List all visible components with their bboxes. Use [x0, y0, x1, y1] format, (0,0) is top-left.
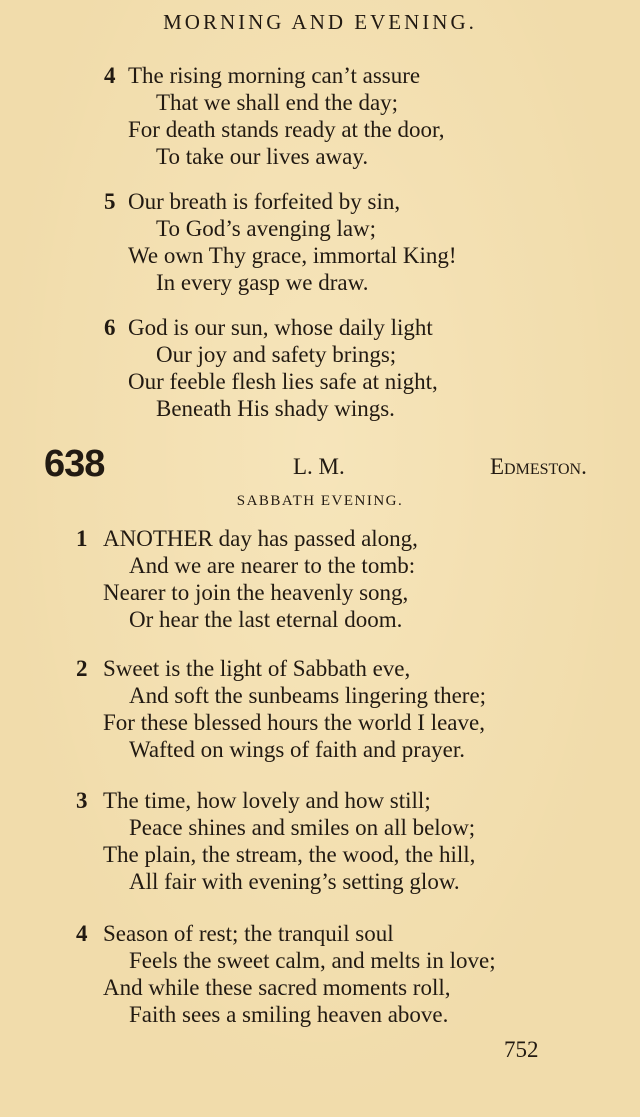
verse-line: And we are nearer to the tomb:	[129, 553, 416, 578]
stanza-number: 2	[76, 656, 88, 681]
verse-line: Or hear the last eternal doom.	[129, 607, 403, 632]
verse-line: Our joy and safety brings;	[156, 342, 397, 367]
verse-line: Peace shines and smiles on all below;	[129, 815, 476, 840]
verse-line: To take our lives away.	[156, 144, 369, 169]
verse-line: Wafted on wings of faith and prayer.	[129, 737, 466, 762]
stanza	[76, 655, 616, 763]
stanza	[104, 314, 604, 422]
stanza	[104, 62, 604, 170]
running-title: MORNING AND EVENING.	[163, 10, 477, 34]
verse-line: The time, how lovely and how still;	[103, 788, 431, 813]
verse-line: Season of rest; the tranquil soul	[103, 921, 394, 946]
stanza-number: 6	[104, 315, 116, 340]
verse-line: To God’s avenging law;	[156, 216, 377, 241]
page-number: 752	[504, 1037, 539, 1062]
tune-name: Edmeston.	[490, 454, 587, 479]
verse-line: We own Thy grace, immortal King!	[128, 243, 457, 268]
verse-line: Our breath is forfeited by sin,	[128, 189, 401, 214]
verse-line: The plain, the stream, the wood, the hill,	[103, 842, 476, 867]
verse-line: And while these sacred moments roll,	[103, 975, 451, 1000]
stanza-number: 5	[104, 189, 116, 214]
stanza-number: 1	[76, 526, 88, 551]
verse-line: All fair with evening’s setting glow.	[129, 869, 460, 894]
verse-line: Nearer to join the heavenly song,	[103, 580, 409, 605]
verse-line: Our feeble flesh lies safe at night,	[128, 369, 438, 394]
stanza	[76, 787, 616, 895]
verse-line: For death stands ready at the door,	[128, 117, 445, 142]
verse-line: For these blessed hours the world I leave,	[103, 710, 485, 735]
stanza	[76, 920, 616, 1028]
verse-line: In every gasp we draw.	[156, 270, 369, 295]
hymn-meter: L. M.	[293, 454, 345, 479]
verse-line: ANOTHER day has passed along,	[103, 526, 418, 551]
stanza	[104, 188, 604, 296]
hymn-title: SABBATH EVENING.	[236, 493, 404, 509]
verse-line: Faith sees a smiling heaven above.	[129, 1002, 449, 1027]
verse-line: The rising morning can’t assure	[128, 63, 421, 88]
stanza-number: 4	[104, 63, 116, 88]
verse-line: Sweet is the light of Sabbath eve,	[103, 656, 411, 681]
verse-line: Feels the sweet calm, and melts in love;	[129, 948, 496, 973]
verse-line: Beneath His shady wings.	[156, 396, 395, 421]
verse-line: That we shall end the day;	[156, 90, 399, 115]
verse-line: God is our sun, whose daily light	[128, 315, 433, 340]
stanza-number: 3	[76, 788, 88, 813]
verse-line: And soft the sunbeams lingering there;	[129, 683, 487, 708]
stanza	[76, 525, 616, 633]
stanza-number: 4	[76, 921, 88, 946]
hymn-number: 638	[44, 443, 105, 485]
